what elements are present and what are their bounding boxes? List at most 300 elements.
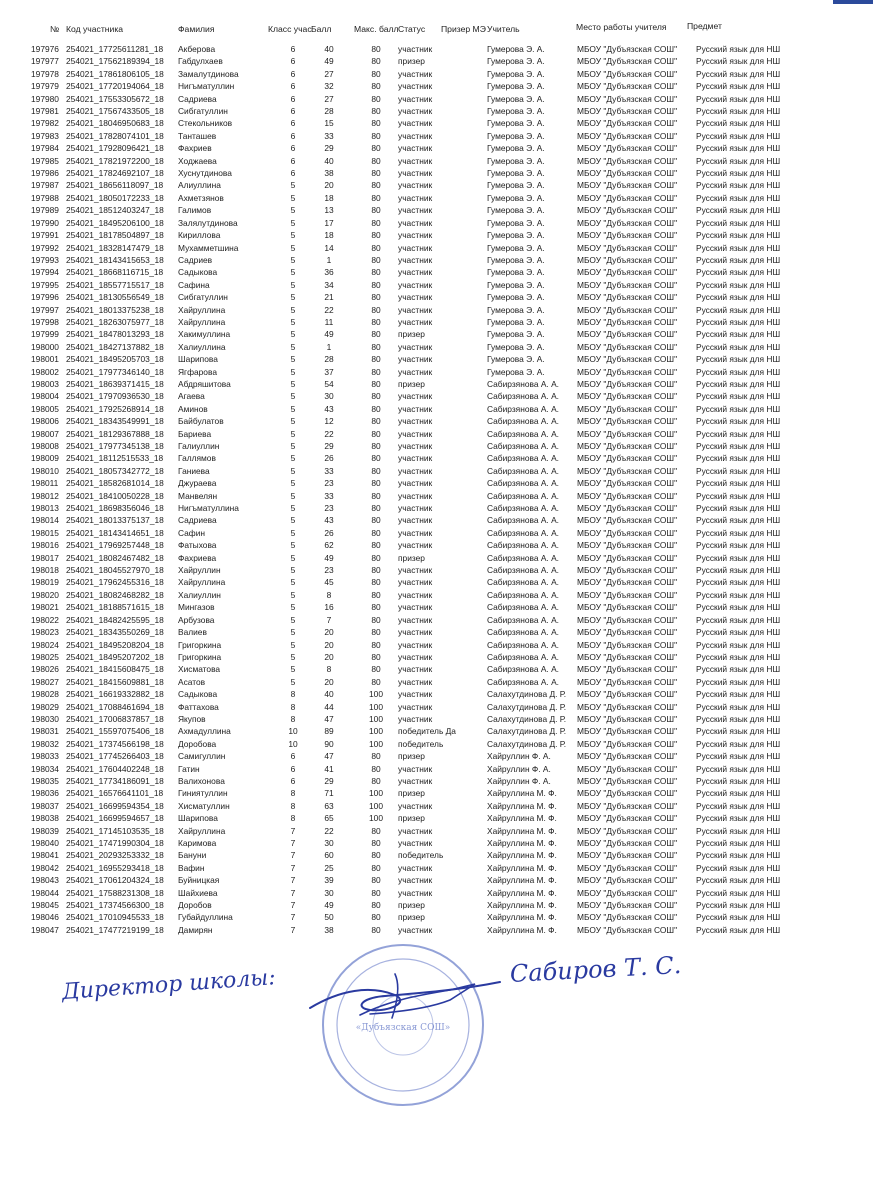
participant-surname: Фахриева: [178, 552, 217, 563]
participant-surname: Сафин: [178, 527, 205, 538]
teacher-cell: Гумерова Э. А.: [487, 106, 545, 117]
score-cell: 43: [324, 403, 334, 414]
max-score-cell: 80: [371, 775, 381, 786]
teacher-cell: Сабирзянова А. А.: [487, 627, 559, 638]
participant-surname: Мухамметшина: [178, 242, 239, 253]
subject-cell: Русский язык для НШ: [696, 465, 781, 476]
results-table: [0, 43, 873, 936]
school-cell: МБОУ "Дубъязская СОШ": [577, 862, 678, 873]
status-cell: участник: [398, 304, 433, 315]
score-cell: 29: [324, 143, 334, 154]
teacher-cell: Сабирзянова А. А.: [487, 441, 559, 451]
max-score-cell: 100: [369, 738, 383, 749]
max-score-cell: 80: [371, 465, 381, 476]
max-score-cell: 80: [371, 254, 381, 265]
participant-surname: Фаттахова: [178, 701, 219, 712]
table-row: [0, 105, 873, 117]
participant-surname: Хисматуллин: [178, 800, 230, 811]
class-cell: 5: [290, 192, 296, 203]
participant-code: 254021_18046950683_18: [66, 118, 164, 129]
teacher-cell: Сабирзянова А. А.: [487, 664, 559, 675]
status-cell: участник: [398, 403, 433, 414]
teacher-cell: Сабирзянова А. А.: [487, 552, 559, 563]
max-score-cell: 80: [371, 279, 381, 290]
teacher-cell: Гумерова Э. А.: [487, 143, 545, 154]
participant-code: 254021_18143414651_18: [66, 527, 164, 538]
participant-code: 254021_18045527970_18: [66, 565, 164, 576]
class-cell: 7: [290, 875, 296, 886]
school-cell: МБОУ "Дубъязская СОШ": [577, 577, 678, 588]
participant-code: 254021_17925268914_18: [66, 403, 164, 414]
subject-cell: Русский язык для НШ: [696, 192, 781, 203]
row-number: 198017: [31, 552, 59, 563]
subject-cell: Русский язык для НШ: [696, 230, 781, 241]
school-cell: МБОУ "Дубъязская СОШ": [577, 627, 678, 638]
participant-code: 254021_17006837857_18: [66, 713, 164, 724]
table-row: [0, 651, 873, 663]
class-cell: 5: [290, 490, 296, 501]
row-number: 198041: [31, 850, 59, 861]
subject-cell: Русский язык для НШ: [696, 503, 781, 514]
max-score-cell: 100: [369, 726, 383, 737]
participant-code: 254021_17145103535_18: [66, 825, 164, 836]
row-number: 198024: [31, 639, 59, 650]
subject-cell: Русский язык для НШ: [696, 453, 781, 464]
status-cell: участник: [398, 205, 433, 216]
school-cell: МБОУ "Дубъязская СОШ": [577, 490, 678, 501]
class-cell: 10: [288, 726, 298, 737]
score-cell: 1: [326, 254, 332, 265]
score-cell: 23: [324, 478, 334, 489]
subject-cell: Русский язык для НШ: [696, 887, 781, 898]
header-code: Код участника: [66, 24, 124, 34]
score-cell: 26: [324, 453, 334, 464]
teacher-cell: Гумерова Э. А.: [487, 242, 545, 253]
row-number: 198029: [31, 701, 59, 712]
subject-cell: Русский язык для НШ: [696, 924, 781, 935]
subject-cell: Русский язык для НШ: [696, 552, 781, 563]
header-class: Класс учас: [268, 24, 312, 34]
max-score-cell: 80: [371, 515, 381, 526]
max-score-cell: 100: [369, 788, 383, 799]
teacher-cell: Хайруллин Ф. А.: [487, 751, 551, 762]
status-cell: участник: [398, 155, 433, 166]
subject-cell: Русский язык для НШ: [696, 378, 781, 389]
max-score-cell: 80: [371, 341, 381, 352]
participant-surname: Абдряшитова: [178, 378, 231, 389]
row-number: 198037: [31, 800, 59, 811]
class-cell: 7: [290, 924, 296, 935]
participant-surname: Асатов: [178, 676, 206, 687]
participant-surname: Садриева: [178, 93, 217, 104]
teacher-cell: Хайруллина М. Ф.: [487, 850, 557, 861]
participant-code: 254021_18478013293_18: [66, 329, 164, 340]
participant-surname: Дамирян: [178, 924, 213, 935]
participant-surname: Кириллова: [178, 230, 221, 241]
table-row: [0, 266, 873, 278]
row-number: 198023: [31, 627, 59, 638]
class-cell: 5: [290, 354, 296, 365]
score-cell: 49: [324, 56, 334, 67]
participant-code: 254021_18188571615_18: [66, 602, 164, 613]
table-row: [0, 862, 873, 874]
score-cell: 43: [324, 515, 334, 526]
teacher-cell: Гумерова Э. А.: [487, 267, 545, 278]
participant-code: 254021_18495205703_18: [66, 354, 164, 365]
table-row: [0, 775, 873, 787]
score-cell: 45: [324, 577, 334, 588]
participant-code: 254021_17969257448_18: [66, 540, 164, 551]
table-row: [0, 415, 873, 427]
max-score-cell: 80: [371, 912, 381, 923]
table-row: [0, 713, 873, 725]
status-cell: участник: [398, 887, 433, 898]
row-number: 197980: [31, 93, 59, 104]
school-cell: МБОУ "Дубъязская СОШ": [577, 800, 678, 811]
participant-surname: Гиниятуллин: [178, 788, 228, 799]
status-cell: участник: [398, 118, 433, 129]
table-row: [0, 204, 873, 216]
status-cell: участник: [398, 217, 433, 228]
teacher-cell: Сабирзянова А. А.: [487, 577, 559, 588]
subject-cell: Русский язык для НШ: [696, 515, 781, 526]
status-cell: победитель: [398, 850, 444, 861]
row-number: 198027: [31, 676, 59, 687]
row-number: 197976: [31, 44, 59, 54]
class-cell: 5: [290, 329, 296, 340]
participant-code: 254021_17374566198_18: [66, 738, 164, 749]
max-score-cell: 80: [371, 292, 381, 303]
participant-code: 254021_17374566300_18: [66, 900, 164, 911]
school-cell: МБОУ "Дубъязская СОШ": [577, 416, 678, 427]
row-number: 198007: [31, 428, 59, 439]
max-score-cell: 80: [371, 527, 381, 538]
status-cell: призер: [398, 552, 425, 563]
class-cell: 5: [290, 664, 296, 675]
status-cell: призер: [398, 813, 425, 824]
school-cell: МБОУ "Дубъязская СОШ": [577, 93, 678, 104]
row-number: 198043: [31, 875, 59, 886]
status-cell: победитель Да: [398, 726, 456, 737]
participant-code: 254021_17928096421_18: [66, 143, 164, 154]
participant-surname: Алиуллина: [178, 180, 221, 191]
status-cell: участник: [398, 676, 433, 687]
school-cell: МБОУ "Дубъязская СОШ": [577, 788, 678, 799]
table-row: [0, 403, 873, 415]
row-number: 198044: [31, 887, 59, 898]
score-cell: 33: [324, 130, 334, 141]
subject-cell: Русский язык для НШ: [696, 862, 781, 873]
table-row: [0, 911, 873, 923]
status-cell: участник: [398, 292, 433, 303]
status-cell: участник: [398, 44, 433, 54]
director-label: Директор школы:: [61, 965, 277, 1005]
status-cell: участник: [398, 577, 433, 588]
status-cell: участник: [398, 825, 433, 836]
subject-cell: Русский язык для НШ: [696, 838, 781, 848]
table-row: [0, 663, 873, 675]
teacher-cell: Гумерова Э. А.: [487, 130, 545, 141]
participant-surname: Доробов: [178, 900, 212, 911]
status-cell: участник: [398, 490, 433, 501]
class-cell: 5: [290, 478, 296, 489]
class-cell: 6: [290, 143, 296, 154]
teacher-cell: Салахутдинова Д. Р.: [487, 738, 567, 749]
participant-surname: Хайруллина: [178, 304, 226, 315]
subject-cell: Русский язык для НШ: [696, 565, 781, 576]
teacher-cell: Сабирзянова А. А.: [487, 527, 559, 538]
class-cell: 7: [290, 912, 296, 923]
table-row: [0, 465, 873, 477]
subject-cell: Русский язык для НШ: [696, 292, 781, 303]
school-cell: МБОУ "Дубъязская СОШ": [577, 68, 678, 79]
school-cell: МБОУ "Дубъязская СОШ": [577, 143, 678, 154]
class-cell: 7: [290, 838, 296, 848]
participant-surname: Нигъматуллина: [178, 503, 239, 514]
school-cell: МБОУ "Дубъязская СОШ": [577, 540, 678, 551]
class-cell: 6: [290, 751, 296, 762]
max-score-cell: 80: [371, 428, 381, 439]
table-row: [0, 874, 873, 886]
table-row: [0, 452, 873, 464]
table-row: [0, 763, 873, 775]
teacher-cell: Гумерова Э. А.: [487, 329, 545, 340]
score-cell: 28: [324, 354, 334, 365]
max-score-cell: 80: [371, 552, 381, 563]
participant-code: 254021_18129367888_18: [66, 428, 164, 439]
participant-surname: Хайруллина: [178, 825, 226, 836]
class-cell: 7: [290, 850, 296, 861]
teacher-cell: Сабирзянова А. А.: [487, 565, 559, 576]
row-number: 197989: [31, 205, 59, 216]
max-score-cell: 80: [371, 924, 381, 935]
max-score-cell: 80: [371, 304, 381, 315]
participant-surname: Стекольников: [178, 118, 233, 129]
status-cell: участник: [398, 838, 433, 848]
status-cell: участник: [398, 639, 433, 650]
subject-cell: Русский язык для НШ: [696, 68, 781, 79]
teacher-cell: Гумерова Э. А.: [487, 341, 545, 352]
participant-surname: Хакимуллина: [178, 329, 231, 340]
status-cell: призер: [398, 329, 425, 340]
signature-block: [0, 940, 873, 1120]
score-cell: 44: [324, 701, 334, 712]
participant-surname: Замалутдинова: [178, 68, 239, 79]
participant-code: 254021_18495207202_18: [66, 651, 164, 662]
status-cell: участник: [398, 366, 433, 377]
subject-cell: Русский язык для НШ: [696, 254, 781, 265]
class-cell: 5: [290, 304, 296, 315]
table-row: [0, 514, 873, 526]
max-score-cell: 80: [371, 453, 381, 464]
max-score-cell: 80: [371, 354, 381, 365]
participant-code: 254021_18415608475_18: [66, 664, 164, 675]
teacher-cell: Сабирзянова А. А.: [487, 676, 559, 687]
participant-surname: Залялутдинова: [178, 217, 238, 228]
max-score-cell: 80: [371, 217, 381, 228]
score-cell: 30: [324, 838, 334, 848]
participant-code: 254021_18427137882_18: [66, 341, 164, 352]
school-cell: МБОУ "Дубъязская СОШ": [577, 887, 678, 898]
teacher-cell: Сабирзянова А. А.: [487, 503, 559, 514]
score-cell: 40: [324, 689, 334, 700]
subject-cell: Русский язык для НШ: [696, 391, 781, 402]
status-cell: участник: [398, 416, 433, 427]
table-row: [0, 626, 873, 638]
school-cell: МБОУ "Дубъязская СОШ": [577, 478, 678, 489]
class-cell: 6: [290, 81, 296, 92]
participant-code: 254021_18557715517_18: [66, 279, 164, 290]
subject-cell: Русский язык для НШ: [696, 354, 781, 365]
row-number: 197997: [31, 304, 59, 315]
max-score-cell: 80: [371, 503, 381, 514]
participant-surname: Валиев: [178, 627, 207, 638]
teacher-cell: Сабирзянова А. А.: [487, 490, 559, 501]
max-score-cell: 80: [371, 130, 381, 141]
max-score-cell: 80: [371, 267, 381, 278]
row-number: 198036: [31, 788, 59, 799]
school-cell: МБОУ "Дубъязская СОШ": [577, 701, 678, 712]
subject-cell: Русский язык для НШ: [696, 242, 781, 253]
participant-code: 254021_17977345138_18: [66, 441, 164, 451]
class-cell: 5: [290, 254, 296, 265]
row-number: 198016: [31, 540, 59, 551]
class-cell: 7: [290, 887, 296, 898]
school-cell: МБОУ "Дубъязская СОШ": [577, 453, 678, 464]
school-cell: МБОУ "Дубъязская СОШ": [577, 441, 678, 451]
subject-cell: Русский язык для НШ: [696, 850, 781, 861]
school-cell: МБОУ "Дубъязская СОШ": [577, 527, 678, 538]
row-number: 197995: [31, 279, 59, 290]
max-score-cell: 80: [371, 676, 381, 687]
participant-code: 254021_18263075977_18: [66, 316, 164, 327]
school-cell: МБОУ "Дубъязская СОШ": [577, 924, 678, 935]
max-score-cell: 80: [371, 490, 381, 501]
subject-cell: Русский язык для НШ: [696, 329, 781, 340]
teacher-cell: Сабирзянова А. А.: [487, 614, 559, 625]
max-score-cell: 80: [371, 180, 381, 191]
table-row: [0, 601, 873, 613]
subject-cell: Русский язык для НШ: [696, 428, 781, 439]
teacher-cell: Хайруллина М. Ф.: [487, 900, 557, 911]
participant-surname: Агаева: [178, 391, 205, 402]
max-score-cell: 80: [371, 651, 381, 662]
row-number: 198008: [31, 441, 59, 451]
row-number: 198001: [31, 354, 59, 365]
table-row: [0, 304, 873, 316]
max-score-cell: 80: [371, 93, 381, 104]
table-row: [0, 849, 873, 861]
table-row: [0, 787, 873, 799]
school-cell: МБОУ "Дубъязская СОШ": [577, 403, 678, 414]
subject-cell: Русский язык для НШ: [696, 664, 781, 675]
class-cell: 5: [290, 515, 296, 526]
school-cell: МБОУ "Дубъязская СОШ": [577, 391, 678, 402]
status-cell: участник: [398, 614, 433, 625]
director-signature-scribble: [300, 960, 510, 1030]
status-cell: участник: [398, 565, 433, 576]
teacher-cell: Гумерова Э. А.: [487, 292, 545, 303]
table-row: [0, 55, 873, 67]
score-cell: 22: [324, 825, 334, 836]
subject-cell: Русский язык для НШ: [696, 205, 781, 216]
class-cell: 6: [290, 130, 296, 141]
school-cell: МБОУ "Дубъязская СОШ": [577, 242, 678, 253]
max-score-cell: 80: [371, 242, 381, 253]
table-row: [0, 887, 873, 899]
max-score-cell: 80: [371, 540, 381, 551]
participant-code: 254021_18582681014_18: [66, 478, 164, 489]
class-cell: 5: [290, 416, 296, 427]
teacher-cell: Хайруллина М. Ф.: [487, 800, 557, 811]
participant-surname: Фахриев: [178, 143, 212, 154]
school-cell: МБОУ "Дубъязская СОШ": [577, 316, 678, 327]
participant-surname: Халиуллина: [178, 341, 226, 352]
row-number: 197977: [31, 56, 59, 67]
status-cell: участник: [398, 713, 433, 724]
subject-cell: Русский язык для НШ: [696, 403, 781, 414]
school-cell: МБОУ "Дубъязская СОШ": [577, 366, 678, 377]
score-cell: 49: [324, 900, 334, 911]
table-row: [0, 328, 873, 340]
score-cell: 20: [324, 639, 334, 650]
class-cell: 6: [290, 68, 296, 79]
status-cell: участник: [398, 230, 433, 241]
max-score-cell: 80: [371, 850, 381, 861]
class-cell: 8: [290, 813, 296, 824]
table-row: [0, 750, 873, 762]
table-row: [0, 142, 873, 154]
teacher-cell: Гумерова Э. А.: [487, 180, 545, 191]
status-cell: участник: [398, 279, 433, 290]
participant-code: 254021_18495208204_18: [66, 639, 164, 650]
status-cell: участник: [398, 763, 433, 774]
class-cell: 5: [290, 627, 296, 638]
max-score-cell: 80: [371, 825, 381, 836]
row-number: 198033: [31, 751, 59, 762]
header-score: Балл: [311, 24, 332, 34]
participant-code: 254021_18495206100_18: [66, 217, 164, 228]
subject-cell: Русский язык для НШ: [696, 478, 781, 489]
status-cell: призер: [398, 912, 425, 923]
teacher-cell: Гумерова Э. А.: [487, 44, 545, 54]
participant-code: 254021_17821972200_18: [66, 155, 164, 166]
class-cell: 6: [290, 56, 296, 67]
score-cell: 38: [324, 924, 334, 935]
participant-code: 254021_18143415653_18: [66, 254, 164, 265]
school-cell: МБОУ "Дубъязская СОШ": [577, 850, 678, 861]
teacher-cell: Гумерова Э. А.: [487, 93, 545, 104]
status-cell: участник: [398, 701, 433, 712]
participant-surname: Сафина: [178, 279, 210, 290]
participant-surname: Ягфарова: [178, 366, 217, 377]
class-cell: 7: [290, 862, 296, 873]
row-number: 198042: [31, 862, 59, 873]
participant-code: 254021_18013375137_18: [66, 515, 164, 526]
teacher-cell: Гумерова Э. А.: [487, 354, 545, 365]
participant-code: 254021_18482425595_18: [66, 614, 164, 625]
participant-surname: Халиуллин: [178, 589, 221, 600]
max-score-cell: 80: [371, 230, 381, 241]
status-cell: призер: [398, 378, 425, 389]
school-cell: МБОУ "Дубъязская СОШ": [577, 875, 678, 886]
table-row: [0, 242, 873, 254]
status-cell: участник: [398, 515, 433, 526]
row-number: 197992: [31, 242, 59, 253]
status-cell: призер: [398, 788, 425, 799]
participant-surname: Джураева: [178, 478, 217, 489]
score-cell: 29: [324, 441, 334, 451]
